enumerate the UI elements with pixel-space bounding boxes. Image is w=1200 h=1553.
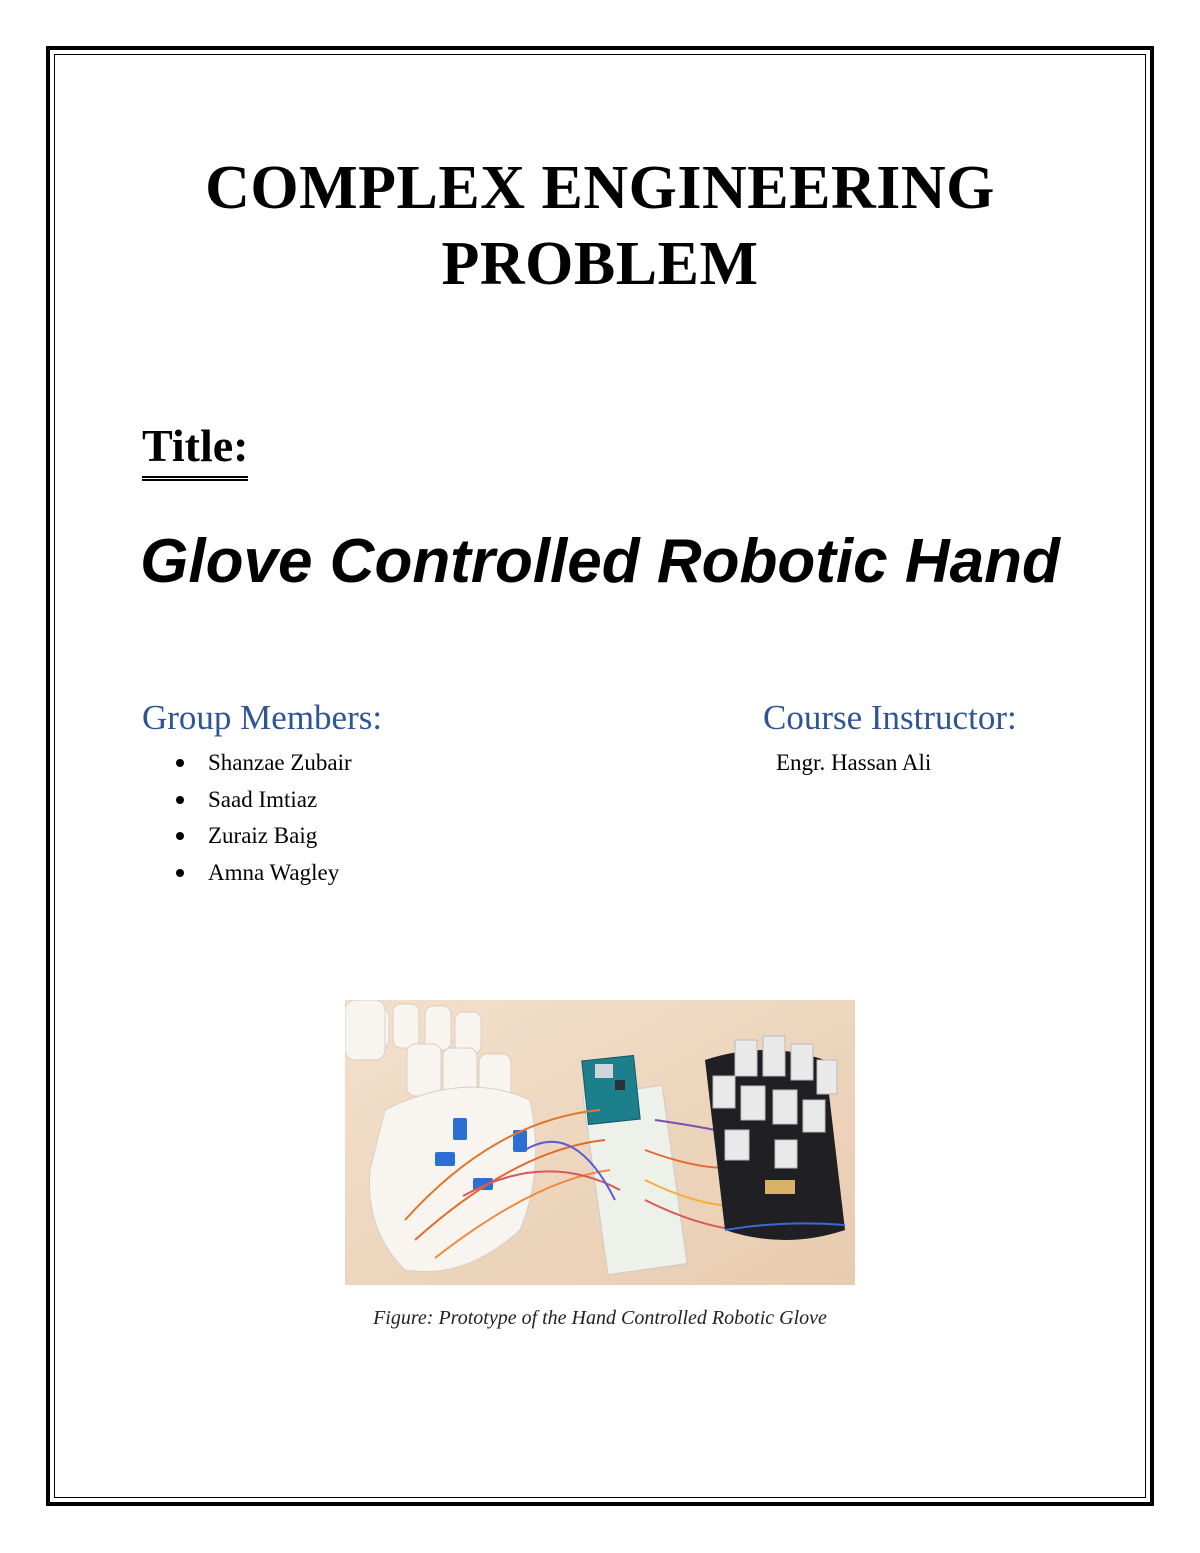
member-name: Zuraiz Baig (208, 823, 318, 848)
group-members-heading: Group Members: (142, 698, 383, 737)
title-label: Title: (142, 418, 248, 481)
figure-caption: Figure: Prototype of the Hand Controlled Robotic Glove (373, 1307, 827, 1329)
list-item (172, 855, 352, 892)
heading-line-1: COMPLEX ENGINEERING (205, 154, 995, 222)
control-glove (705, 1036, 845, 1240)
course-instructor-heading: Course Instructor: (763, 698, 1017, 737)
member-name: Saad Imtiaz (208, 786, 318, 812)
list-item (172, 818, 352, 855)
member-name: Amna Wagley (208, 859, 340, 885)
prototype-photo (345, 1000, 855, 1285)
bullet-icon (176, 759, 184, 767)
prototype-illustration (345, 1000, 855, 1285)
project-title: Glove Controlled Robotic Hand (140, 527, 1060, 596)
heading-line-2: PROBLEM (441, 230, 759, 298)
group-members-list (172, 745, 352, 891)
member-name: Shanzae Zubair (208, 750, 352, 775)
list-item (172, 782, 352, 819)
document-heading (54, 150, 1146, 302)
instructor-name: Engr. Hassan Ali (776, 750, 932, 775)
list-item (172, 745, 352, 782)
bullet-icon (176, 832, 184, 840)
bullet-icon (176, 869, 184, 877)
bullet-icon (176, 796, 184, 804)
